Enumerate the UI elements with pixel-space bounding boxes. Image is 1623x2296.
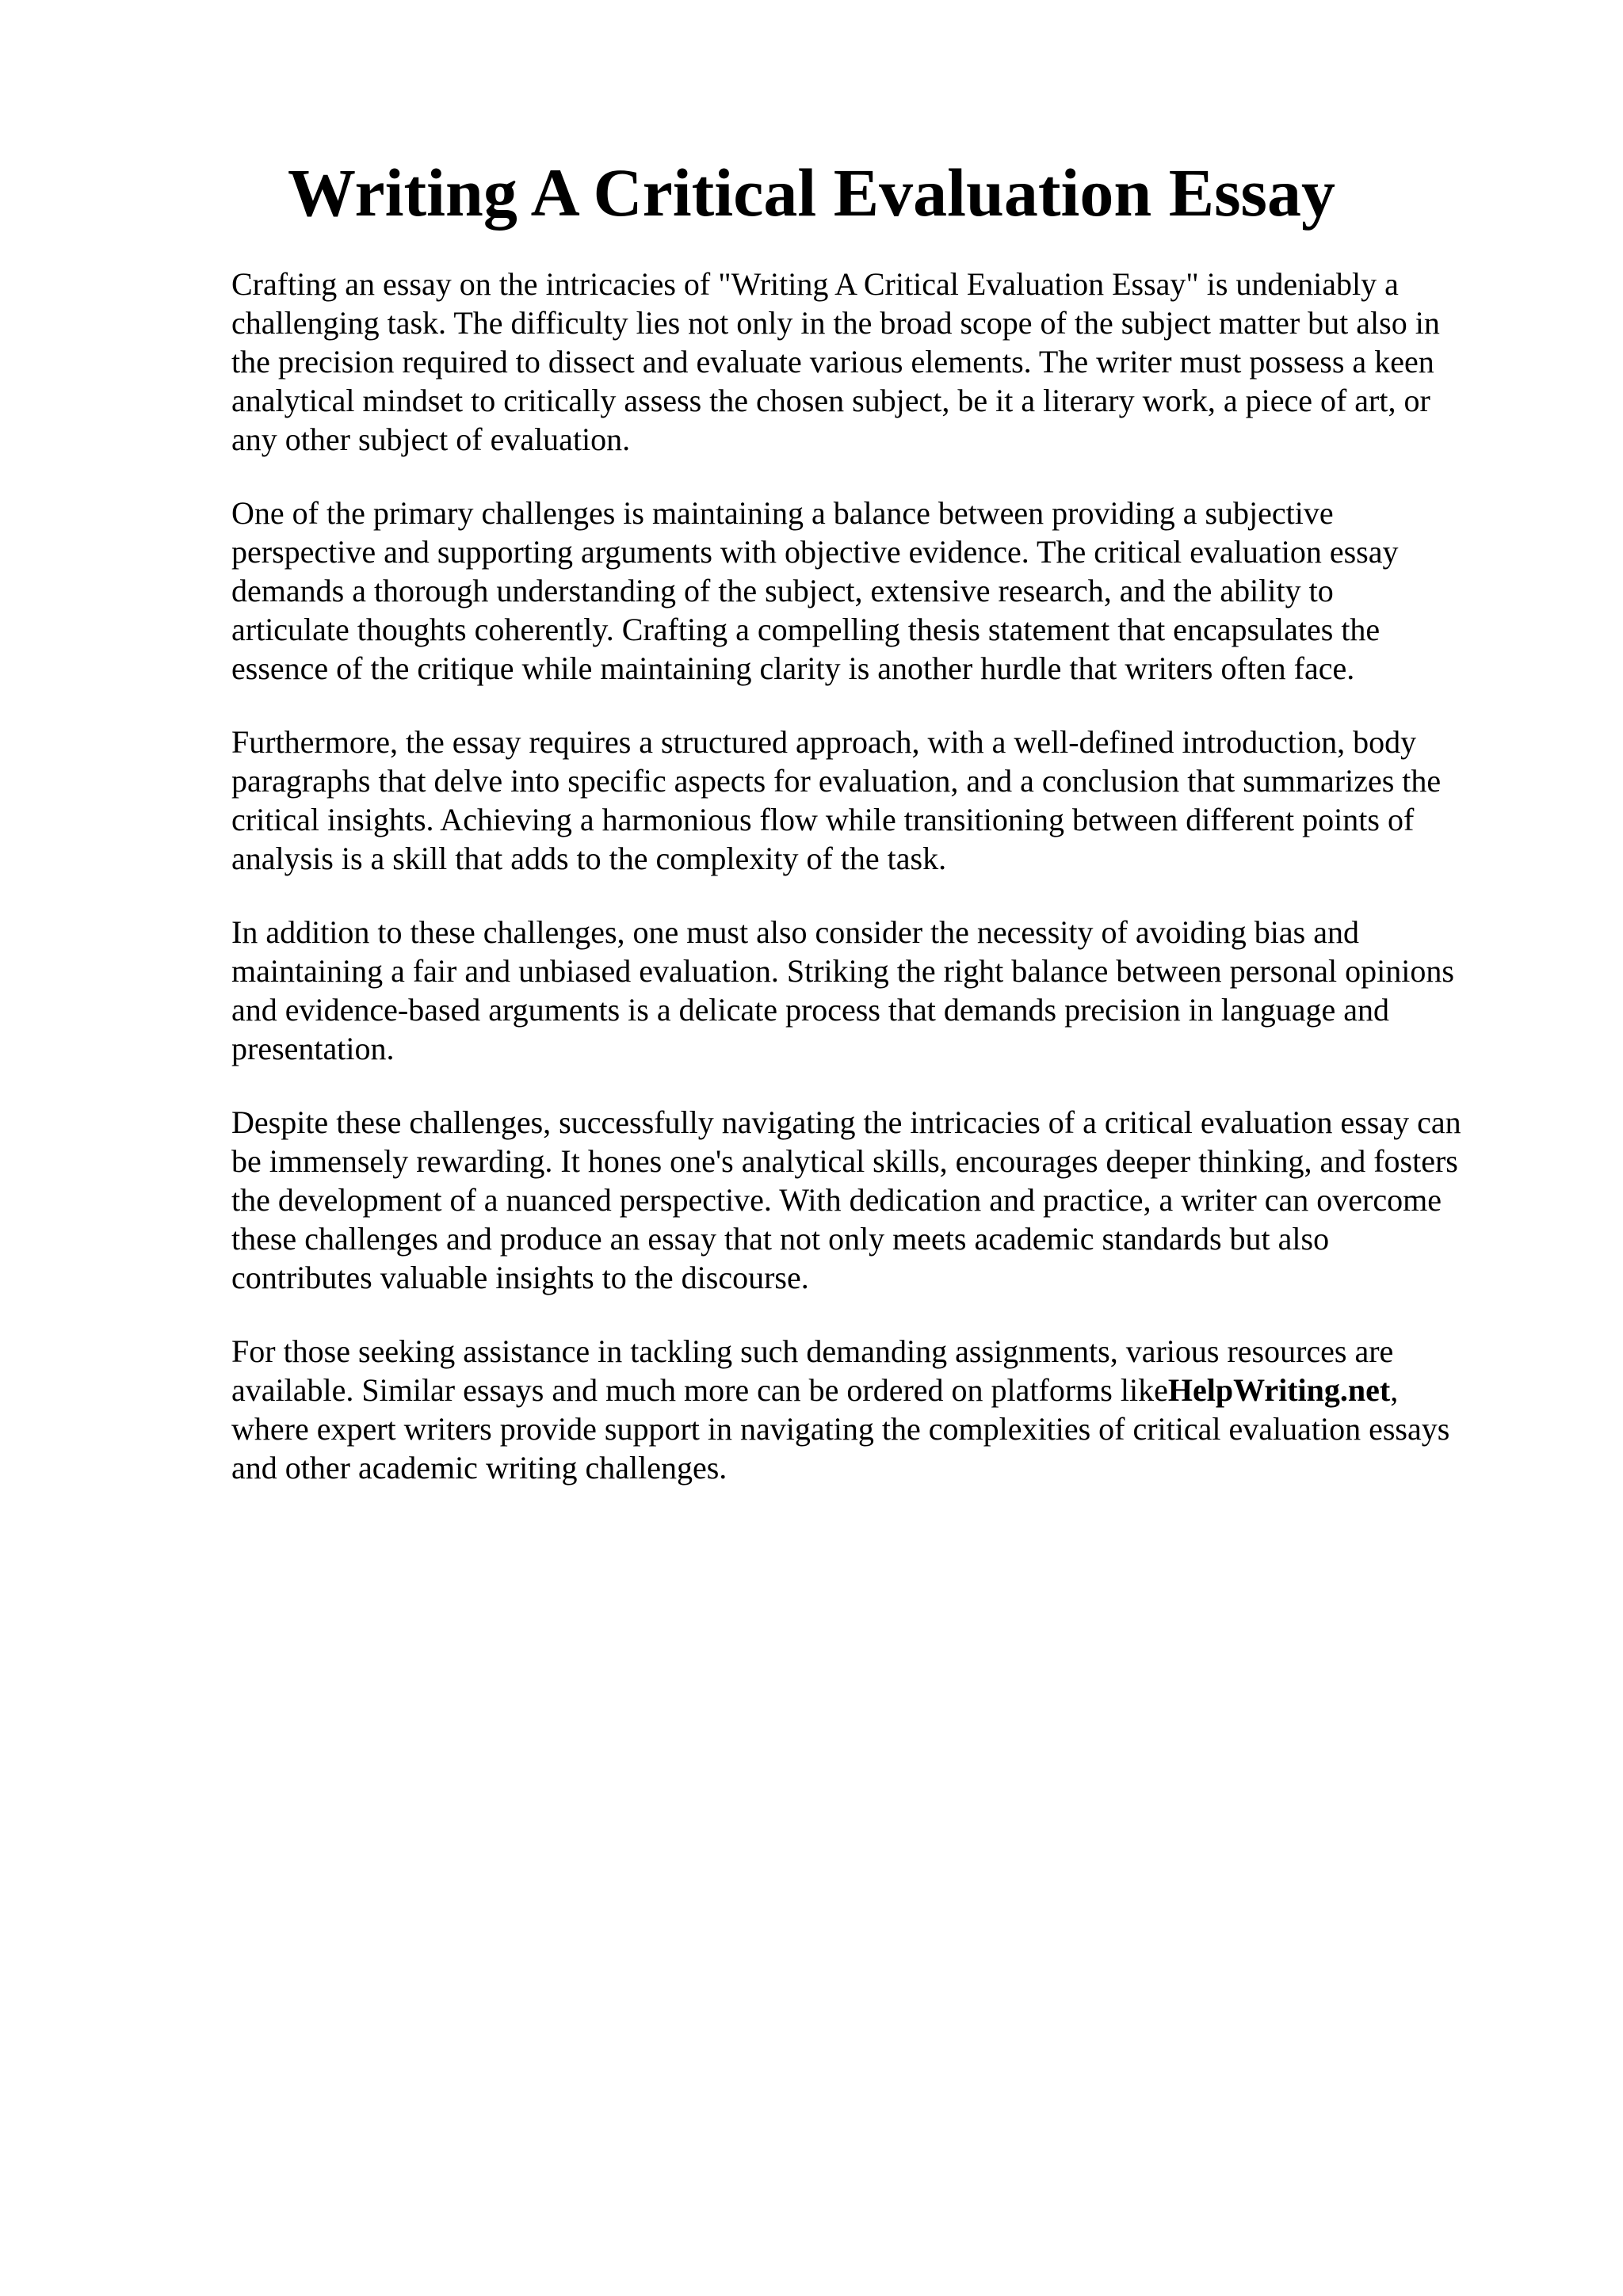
paragraph-1 [231,265,1563,459]
paragraph-line: be immensely rewarding. It hones one's analytical skills, encourages deeper thinking, and fosters [231,1143,1458,1179]
paragraph-line: One of the primary challenges is maintaining a balance between providing a subjective [231,495,1334,531]
paragraph-line: Furthermore, the essay requires a structured approach, with a well-defined introduction, body [231,724,1417,760]
paragraph-line: any other subject of evaluation. [231,421,631,457]
paragraph-line: Crafting an essay on the intricacies of "Writing A Critical Evaluation Essay" is undeniably a [231,266,1399,302]
document-body [231,265,1563,1522]
paragraph-line: these challenges and produce an essay that not only meets academic standards but also [231,1221,1330,1257]
helpwriting-link[interactable]: HelpWriting.net [1167,1372,1391,1408]
paragraph-5 [231,1103,1563,1297]
paragraph-line: challenging task. The difficulty lies not only in the broad scope of the subject matter but also in [231,305,1440,341]
paragraph-line: presentation. [231,1031,395,1066]
document-title: Writing A Critical Evaluation Essay [288,154,1335,231]
paragraph-line: analysis is a skill that adds to the complexity of the task. [231,841,947,876]
paragraph-line: and other academic writing challenges. [231,1450,727,1486]
paragraph-line-with-link [231,1371,1563,1409]
paragraph-line: paragraphs that delve into specific aspects for evaluation, and a conclusion that summarizes the [231,763,1442,799]
paragraph-line: Despite these challenges, successfully navigating the intricacies of a critical evaluation essay can [231,1104,1461,1140]
paragraph-line: perspective and supporting arguments with objective evidence. The critical evaluation essay [231,534,1399,570]
paragraph-3 [231,723,1563,878]
paragraph-line: articulate thoughts coherently. Crafting a compelling thesis statement that encapsulates the [231,612,1381,647]
paragraph-line-text: available. Similar essays and much more can be ordered on platforms like [231,1372,1168,1408]
paragraph-6 [231,1332,1563,1487]
paragraph-line: and evidence-based arguments is a delicate process that demands precision in language and [231,992,1389,1028]
paragraph-2 [231,494,1563,688]
paragraph-line: contributes valuable insights to the discourse. [231,1260,809,1295]
paragraph-line: analytical mindset to critically assess the chosen subject, be it a literary work, a piece of art, or [231,383,1430,418]
paragraph-line: essence of the critique while maintaining clarity is another hurdle that writers often face. [231,650,1355,686]
paragraph-line: In addition to these challenges, one must also consider the necessity of avoiding bias and [231,914,1359,950]
paragraph-line: demands a thorough understanding of the subject, extensive research, and the ability to [231,573,1334,608]
paragraph-line: the precision required to dissect and evaluate various elements. The writer must possess a keen [231,344,1434,379]
paragraph-line: For those seeking assistance in tackling such demanding assignments, various resources are [231,1333,1394,1369]
comma-text: , [1390,1372,1399,1408]
paragraph-4 [231,913,1563,1068]
paragraph-line: the development of a nuanced perspective. With dedication and practice, a writer can overcome [231,1182,1442,1218]
paragraph-line: critical insights. Achieving a harmonious flow while transitioning between different points of [231,802,1415,837]
paragraph-line: maintaining a fair and unbiased evaluation. Striking the right balance between personal opinions [231,953,1454,989]
paragraph-line: where expert writers provide support in navigating the complexities of critical evaluation essays [231,1411,1450,1447]
